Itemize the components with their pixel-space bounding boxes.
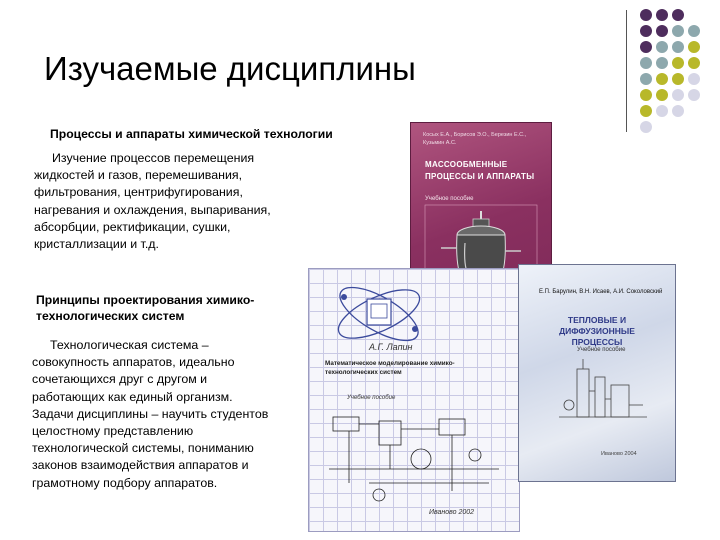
orbit-illustration — [309, 269, 519, 531]
decor-vertical-line — [626, 10, 627, 132]
decor-dot — [656, 73, 668, 85]
book3-subtitle: Учебное пособие — [577, 347, 626, 353]
section1-text: Изучение процессов перемещения жидкостей и газов, перемешивания, фильтрования, центрифугирования, нагревания и охлаждения, выпаривания, абсорбции, ректификации, сушки, кристаллизации и т.д. — [34, 151, 271, 252]
decor-dot — [688, 41, 700, 53]
decor-dot — [640, 25, 652, 37]
book2-place: Иваново 2002 — [429, 509, 475, 516]
decor-dot — [640, 105, 652, 117]
decor-dot — [688, 73, 700, 85]
section2-text: Технологическая система – совокупность аппаратов, идеально сочетающихся друг с другом и работающих как единый организм. Задачи дисциплины – научить студентов целостному представлению технологической системы, пониманию законов взаимодействия аппаратов и грамотному подбору аппаратов. — [32, 338, 269, 490]
section2-heading: Принципы проектирования химико-технологических систем — [36, 293, 255, 323]
decor-dot — [656, 9, 668, 21]
decor-dot-grid — [632, 9, 712, 135]
decor-dot — [640, 121, 652, 133]
decor-dot — [640, 73, 652, 85]
decor-dot — [672, 9, 684, 21]
book2-subtitle: Учебное пособие — [347, 395, 396, 401]
decor-dot — [656, 89, 668, 101]
decor-dot — [672, 105, 684, 117]
decor-dot — [656, 105, 668, 117]
decor-dot — [672, 41, 684, 53]
section1-heading: Процессы и аппараты химической технологии — [50, 127, 333, 141]
book2-title: Математическое моделирование химико-технологических систем — [325, 360, 455, 376]
book1-subtitle: Учебное пособие — [425, 196, 474, 202]
plant-schematic — [519, 265, 675, 481]
book3-authors: Е.П. Барулин, В.Н. Исаев, А.И. Соколовский — [539, 289, 663, 295]
decor-dot — [640, 9, 652, 21]
decor-dot — [656, 57, 668, 69]
decor-dot — [640, 41, 652, 53]
book-cover-heat-diffusion — [518, 264, 676, 482]
book3-publisher: Иваново 2004 — [601, 451, 637, 457]
book-cover-modeling — [308, 268, 520, 532]
decor-dot — [640, 57, 652, 69]
decor-dot — [672, 25, 684, 37]
book2-author: А.Г. Лапин — [369, 342, 413, 352]
decor-dot — [672, 57, 684, 69]
decor-dot — [656, 25, 668, 37]
slide-title: Изучаемые дисциплины — [44, 50, 416, 87]
decor-dot — [688, 25, 700, 37]
book1-title: МАССООБМЕННЫЕ ПРОЦЕССЫ И АППАРАТЫ — [425, 160, 535, 181]
decor-dot — [688, 89, 700, 101]
decor-dot — [672, 73, 684, 85]
decor-dot — [640, 89, 652, 101]
decor-dot — [672, 89, 684, 101]
decor-dot — [656, 41, 668, 53]
book1-authors: Косых Е.А., Борисов Э.О., Березин Е.С., Кузьмин А.С. — [423, 132, 527, 146]
decor-dot — [688, 57, 700, 69]
book3-title: ТЕПЛОВЫЕ И ДИФФУЗИОННЫЕ ПРОЦЕССЫ — [559, 315, 635, 347]
